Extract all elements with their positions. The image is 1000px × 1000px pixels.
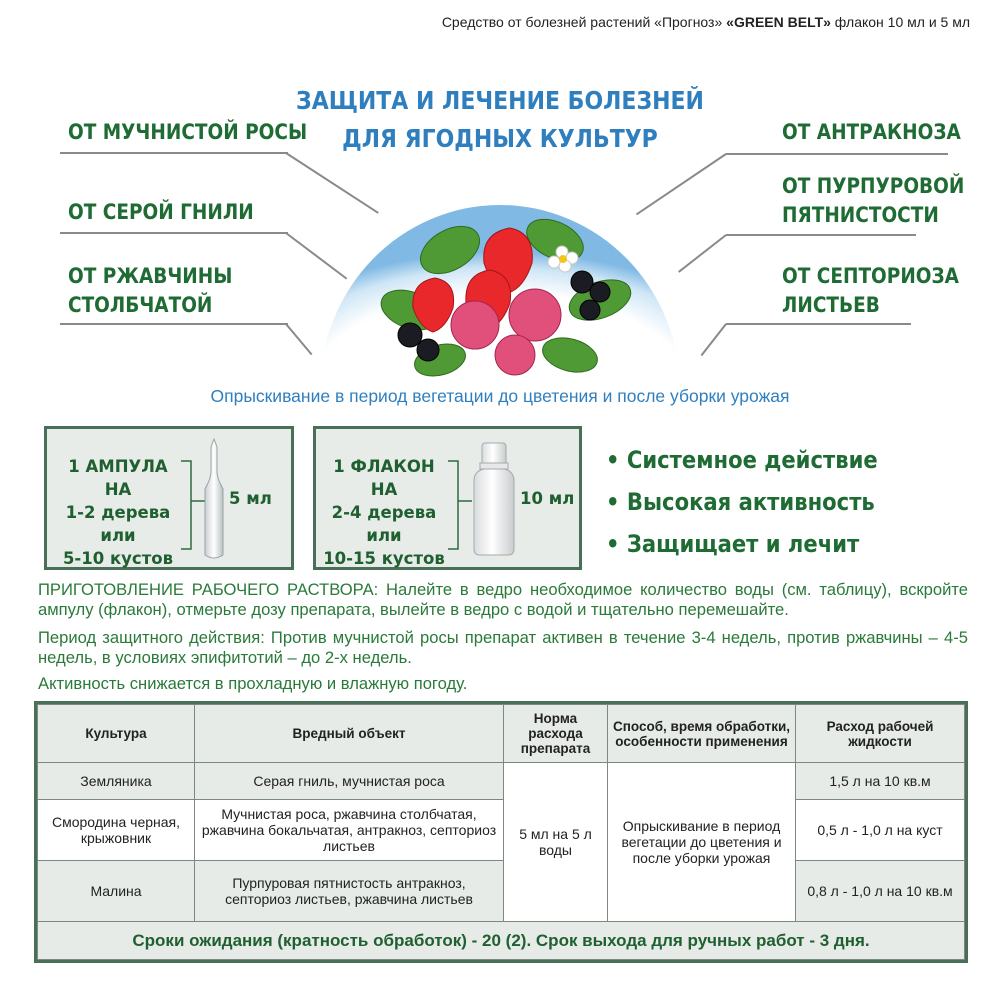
table-header-row	[38, 705, 965, 763]
vial-icon	[468, 441, 520, 557]
disease-right-2	[782, 172, 964, 230]
table-row	[38, 763, 965, 800]
rule-left-3	[60, 323, 288, 325]
disease-right-3-line2: ЛИСТЬЕВ	[782, 293, 880, 318]
cell-pest: Серая гниль, мучнистая роса	[195, 763, 504, 800]
product-header	[442, 14, 970, 30]
cell-flow: 1,5 л на 10 кв.м	[796, 763, 965, 800]
disease-right-2-line1: ОТ ПУРПУРОВОЙ	[782, 174, 965, 199]
cell-norm: 5 мл на 5 л воды	[504, 763, 608, 922]
disease-right-3	[782, 262, 959, 320]
disease-right-1	[782, 118, 961, 147]
connector-right-3	[701, 323, 727, 356]
header-brand: «GREEN BELT»	[726, 14, 831, 30]
cell-crop: Земляника	[38, 763, 195, 800]
disease-left-2-text: ОТ СЕРОЙ ГНИЛИ	[68, 200, 254, 225]
vial-text	[318, 455, 450, 570]
ampoule-line2: 1-2 дерева	[65, 503, 171, 522]
bullet-1	[606, 446, 878, 474]
ampoule-line4: 5-10 кустов	[62, 549, 174, 568]
usage-table-grid	[37, 704, 965, 960]
cell-crop: Малина	[38, 860, 195, 921]
berries-illustration	[300, 170, 700, 390]
ampoule-line3: или	[100, 526, 136, 545]
header-method: Способ, время обработки, особенности применения	[608, 705, 796, 763]
ampoule-icon	[197, 437, 231, 561]
header-pest: Вредный объект	[195, 705, 504, 763]
waiting-period: Сроки ожидания (кратность обработок) - 20 (2). Срок выхода для ручных работ - 3 дня.	[38, 922, 965, 960]
main-title-line1: ЗАЩИТА И ЛЕЧЕНИЕ БОЛЕЗНЕЙ	[296, 86, 704, 115]
bullet-dot-icon: •	[606, 446, 627, 474]
bullet-3	[606, 530, 859, 558]
vial-line3: или	[366, 526, 402, 545]
header-flow: Расход рабочей жидкости	[796, 705, 965, 763]
vial-volume: 10 мл	[520, 489, 575, 508]
main-title-line2: ДЛЯ ЯГОДНЫХ КУЛЬТУР	[342, 124, 658, 153]
vial-line1: 1 ФЛАКОН НА	[333, 457, 435, 499]
ampoule-box	[44, 426, 294, 570]
usage-table	[34, 701, 968, 963]
disease-left-3-line1: ОТ РЖАВЧИНЫ	[68, 264, 233, 289]
disease-right-3-line1: ОТ СЕПТОРИОЗА	[782, 264, 959, 289]
header-suffix: флакон 10 мл и 5 мл	[830, 14, 970, 30]
protection-period-paragraph: Период защитного действия: Против мучнистой росы препарат активен в течение 3-4 недель, против ржавчины – 4-5 недель, в условиях эпифитотий – до 2-х недель.	[38, 628, 968, 667]
vial-box	[313, 426, 582, 570]
cell-pest: Пурпуровая пятнистость антракноз, септориоз листьев, ржавчина листьев	[195, 860, 504, 921]
vial-line2: 2-4 дерева	[331, 503, 437, 522]
rule-right-2	[726, 234, 916, 236]
activity-note: Активность снижается в прохладную и влажную погоду.	[38, 674, 468, 693]
header-norm: Норма расхода препарата	[504, 705, 608, 763]
cell-crop: Смородина черная, крыжовник	[38, 799, 195, 860]
disease-left-2	[68, 198, 254, 227]
ampoule-text	[53, 455, 183, 570]
disease-left-1	[68, 118, 307, 147]
disease-left-3-line2: СТОЛБЧАТОЙ	[68, 293, 213, 318]
header-prefix: Средство от болезней растений «Прогноз»	[441, 14, 727, 30]
bullet-2	[606, 488, 875, 516]
bullet-dot-icon: •	[606, 530, 627, 558]
cell-flow: 0,8 л - 1,0 л на 10 кв.м	[796, 860, 965, 921]
vial-line4: 10-15 кустов	[323, 549, 445, 568]
disease-left-3	[68, 262, 232, 320]
table-row	[38, 799, 965, 860]
rule-right-1	[726, 153, 948, 155]
instruction-paragraph: ПРИГОТОВЛЕНИЕ РАБОЧЕГО РАСТВОРА: Налейте в ведро необходимое количество воды (см. таблицу), вскройте ампулу (флакон), отмерьте дозу препарата, вылейте в ведро с водой и тщательно перемешайте.	[38, 580, 968, 619]
disease-left-1-text: ОТ МУЧНИСТОЙ РОСЫ	[68, 120, 308, 145]
bullet-2-text: Высокая активность	[626, 488, 875, 516]
table-footer-row	[38, 922, 965, 960]
table-row	[38, 860, 965, 921]
header-crop: Культура	[38, 705, 195, 763]
rule-left-1	[60, 152, 288, 154]
cell-flow: 0,5 л - 1,0 л на куст	[796, 799, 965, 860]
spray-note: Опрыскивание в период вегетации до цветения и после уборки урожая	[210, 386, 790, 406]
ampoule-line1: 1 АМПУЛА НА	[68, 457, 168, 499]
main-title	[280, 82, 720, 158]
bullet-dot-icon: •	[606, 488, 627, 516]
cell-method: Опрыскивание в период вегетации до цветения и после уборки урожая	[608, 763, 796, 922]
bullet-3-text: Защищает и лечит	[626, 530, 860, 558]
rule-right-3	[726, 323, 911, 325]
cell-pest: Мучнистая роса, ржавчина столбчатая, ржавчина бокальчатая, антракноз, септориоз листьев	[195, 799, 504, 860]
rule-left-2	[60, 232, 288, 234]
disease-right-1-text: ОТ АНТРАКНОЗА	[782, 120, 961, 145]
ampoule-volume: 5 мл	[229, 489, 272, 508]
bullet-1-text: Системное действие	[626, 446, 878, 474]
disease-right-2-line2: ПЯТНИСТОСТИ	[782, 203, 939, 228]
